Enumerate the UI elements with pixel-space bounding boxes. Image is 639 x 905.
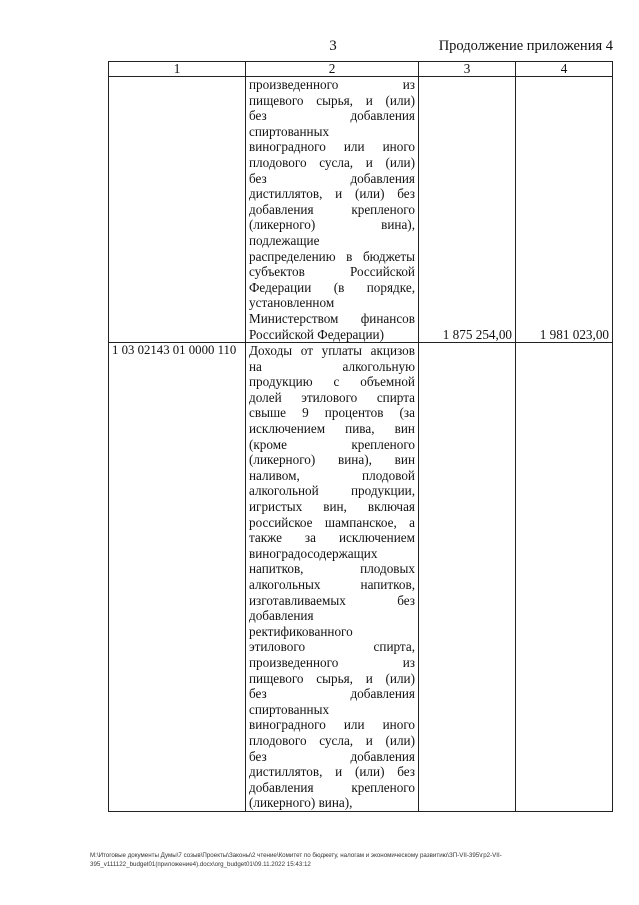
description-line: Российской Федерации): [249, 326, 384, 342]
description-line: Федерации (в порядке,: [249, 279, 415, 295]
description-line: виноградного или иного: [249, 139, 415, 155]
description-line: (кроме крепленого: [249, 436, 415, 452]
budget-code-cell: 1 03 02143 01 0000 110: [109, 343, 246, 812]
description-line: спиртованных: [249, 701, 330, 717]
amount-cell-col4: 1 981 023,00: [516, 77, 613, 343]
description-line: напитков, плодовых: [249, 561, 415, 577]
page-number: 3: [329, 38, 337, 54]
description-line: добавления крепленого: [249, 201, 415, 217]
amount-cell-col4: [516, 343, 613, 812]
description-line: на алкогольную: [249, 358, 415, 374]
description-cell: [246, 343, 419, 812]
column-header-1: 1: [109, 62, 246, 77]
description-line: российское шампанское, а: [249, 514, 415, 530]
description-line: добавления крепленого: [249, 779, 415, 795]
description-line: (ликерного) вина),: [249, 217, 415, 233]
column-header-4: 4: [516, 62, 613, 77]
description-line: алкогольных напитков,: [249, 577, 415, 592]
footer-path-line: 395_v111122_budget01(приложение4).docx\org_budget01\09.11.2022 15:43:12: [90, 861, 311, 868]
description-line: произведенного из: [249, 654, 415, 670]
description-line: произведенного из: [249, 77, 415, 92]
description-line: ректификованного: [249, 623, 353, 639]
description-line: изготавливаемых без: [249, 592, 415, 608]
description-line: спиртованных: [249, 123, 330, 139]
description-line: подлежащие: [249, 232, 320, 248]
description-line: без добавления: [249, 686, 415, 702]
description-line: долей этилового спирта: [249, 389, 415, 405]
budget-table: [108, 61, 613, 812]
description-line: продукцию с объемной: [249, 374, 415, 390]
description-line: игристых вин, включая: [249, 499, 415, 515]
description-line: этилового спирта,: [249, 639, 415, 655]
description-line: виноградосодержащих: [249, 545, 378, 561]
description-line: наливом, плодовой: [249, 467, 415, 483]
footer-path-line: M:\Итоговые документы Думы\7 созыв\Проекты\Законы\2 чтение\Комитет по бюджету, налогам и экономическому развитию\ЗП-VII-395\гр2-VII-: [90, 852, 502, 859]
table-row: [109, 343, 613, 812]
description-line: виноградного или иного: [249, 717, 415, 733]
document-path-footer: [90, 851, 618, 869]
continuation-label: Продолжение приложения 4: [438, 38, 613, 54]
description-line: дистиллятов, и (или) без: [249, 186, 415, 202]
column-number-row: [109, 62, 613, 77]
description-line: установленном: [249, 295, 335, 311]
table-row: [109, 77, 613, 343]
budget-code-cell: [109, 77, 246, 343]
description-line: плодового сусла, и (или): [249, 154, 415, 170]
description-line: (ликерного) вина), вин: [249, 452, 415, 468]
description-line: исключением пива, вин: [249, 421, 415, 437]
description-line: без добавления: [249, 748, 415, 764]
description-line: пищевого сырья, и (или): [249, 92, 415, 108]
column-header-2: 2: [246, 62, 419, 77]
description-line: плодового сусла, и (или): [249, 732, 415, 748]
description-line: пищевого сырья, и (или): [249, 670, 415, 686]
description-line: без добавления: [249, 108, 415, 124]
description-line: свыше 9 процентов (за: [249, 405, 415, 421]
description-line: также за исключением: [249, 530, 415, 546]
column-header-3: 3: [419, 62, 516, 77]
description-line: субъектов Российской: [249, 264, 415, 280]
description-line: дистиллятов, и (или) без: [249, 764, 415, 780]
description-line: Доходы от уплаты акцизов: [249, 343, 415, 359]
description-cell: [246, 77, 419, 343]
description-line: (ликерного) вина),: [249, 795, 353, 811]
description-line: распределению в бюджеты: [249, 248, 415, 264]
amount-cell-col3: [419, 343, 516, 812]
amount-cell-col3: 1 875 254,00: [419, 77, 516, 343]
description-line: добавления: [249, 608, 314, 624]
description-line: алкогольной продукции,: [249, 483, 415, 499]
description-line: без добавления: [249, 170, 415, 186]
description-line: Министерством финансов: [249, 310, 415, 326]
